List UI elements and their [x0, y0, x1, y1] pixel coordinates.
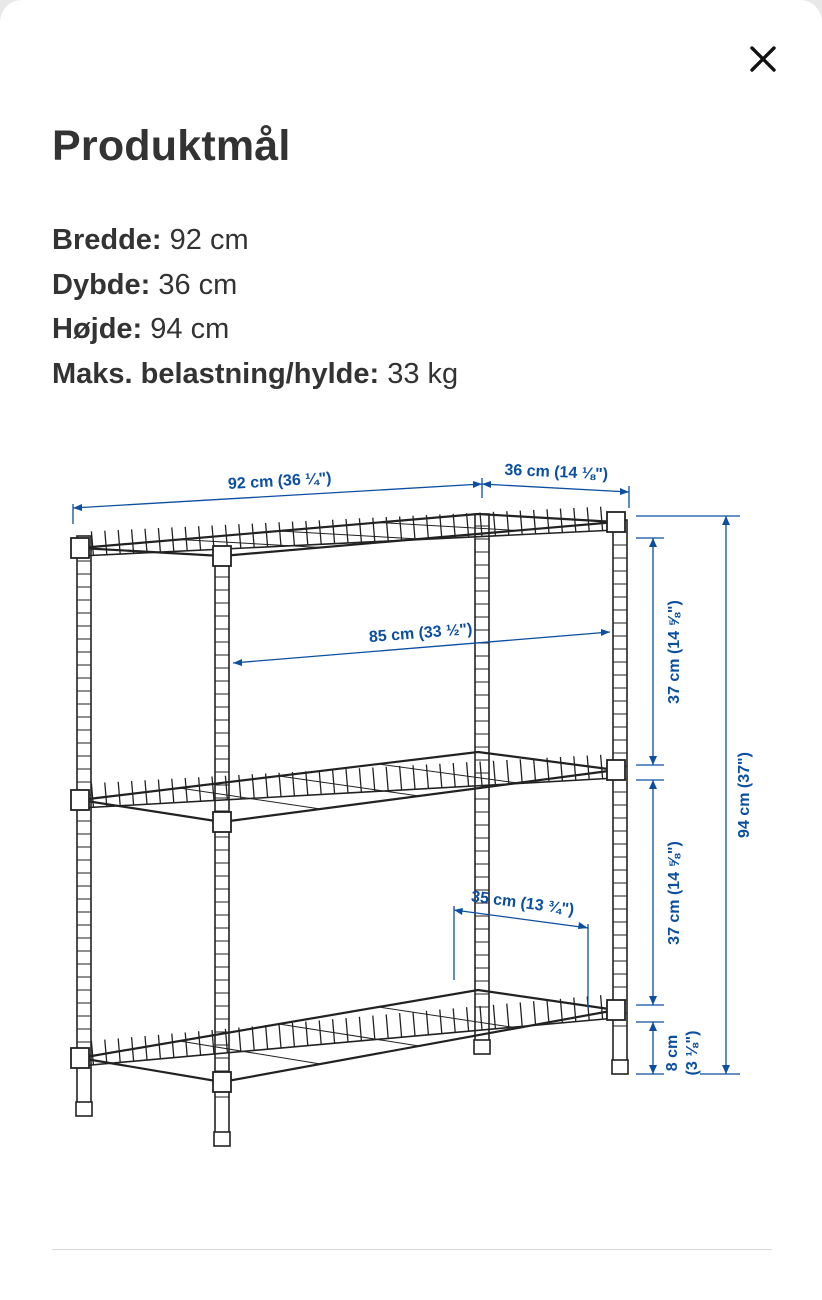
- shelf-dimension-diagram: [0, 440, 822, 1170]
- dimension-lines: [73, 478, 740, 1074]
- lower-gap-label: 37 cm (14 ⅝"): [666, 841, 683, 945]
- inner-width-label: 85 cm (33 ½"): [368, 620, 473, 647]
- width-label: 92 cm (36 ¼"): [227, 470, 332, 493]
- upper-gap-label: 37 cm (14 ⅝"): [666, 600, 683, 704]
- spec-label: Højde:: [52, 313, 143, 345]
- spec-max-load: [52, 352, 458, 397]
- shelf-clamp: [71, 538, 89, 558]
- spec-label: Dybde:: [52, 268, 151, 301]
- shelf-clamp: [71, 1048, 89, 1068]
- dimension-arrowheads: [73, 481, 730, 1074]
- total-height-label: 94 cm (37"): [736, 752, 753, 838]
- foot-height-label-imperial: (3 ⅛"): [684, 1030, 701, 1076]
- shelf-post: [77, 536, 91, 1110]
- shelf-clamp: [213, 812, 231, 832]
- spec-value: 94 cm: [150, 313, 230, 345]
- shelf-foot: [474, 1040, 490, 1054]
- shelf-clamp: [607, 512, 625, 532]
- dimension-specs: [52, 218, 458, 396]
- close-icon: [748, 44, 778, 74]
- dimension-labels: [228, 462, 753, 1076]
- shelf-post: [613, 520, 627, 1068]
- spec-value: 92 cm: [169, 224, 249, 256]
- shelf-illustration: [71, 507, 628, 1146]
- spec-height: [52, 307, 458, 352]
- inner-depth-label: 35 cm (13 ¾"): [470, 888, 576, 919]
- shelf-clamp: [607, 760, 625, 780]
- section-divider: [52, 1249, 772, 1250]
- foot-height-label: 8 cm: [664, 1034, 681, 1072]
- spec-depth: [52, 263, 458, 308]
- close-button[interactable]: [742, 38, 784, 80]
- spec-label: Bredde:: [52, 224, 162, 256]
- shelf-foot: [76, 1102, 92, 1116]
- spec-width: [52, 218, 458, 263]
- shelf-foot: [214, 1132, 230, 1146]
- page-title: Produktmål: [52, 122, 291, 170]
- shelf-clamp: [213, 1072, 231, 1092]
- spec-label: Maks. belastning/hylde:: [52, 357, 380, 390]
- spec-value: 33 kg: [387, 357, 459, 390]
- shelf-clamp: [213, 546, 231, 566]
- shelf-clamp: [607, 1000, 625, 1020]
- spec-value: 36 cm: [158, 268, 238, 301]
- shelf-foot: [612, 1060, 628, 1074]
- depth-label: 36 cm (14 ⅛"): [504, 461, 609, 484]
- shelf-clamp: [71, 790, 89, 810]
